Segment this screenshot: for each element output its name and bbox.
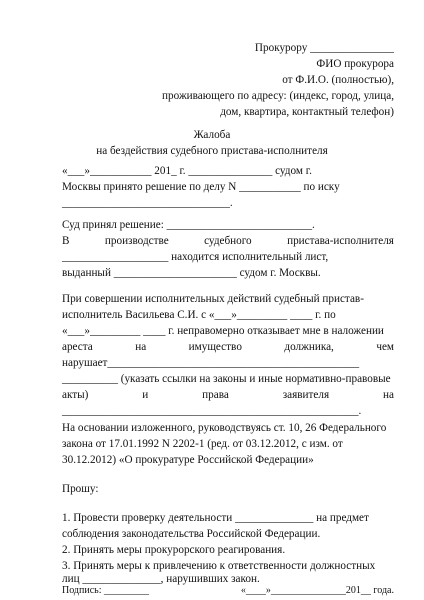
court-line-4: выданный ______________________ судом г. Москвы. — [62, 267, 321, 279]
actions-line-7 — [62, 389, 394, 402]
intro-line-3: ______________________________. — [62, 197, 233, 209]
title-main: Жалоба — [193, 129, 231, 141]
signature-date: «____»_______________201__ года. — [240, 585, 394, 596]
basis-line-2: закона от 17.01.1992 N 2202-1 (ред. от 03.12.2012, с изм. от — [62, 438, 343, 450]
actions-word: должника, — [284, 341, 334, 353]
sender-address: проживающего по адресу: (индекс, город, улица, — [162, 90, 394, 102]
actions-line-3: «___»_________ ____ г. неправомерно отказывает мне в наложении — [62, 325, 384, 337]
addressee-prosecutor-name: ФИО прокурора — [316, 58, 394, 70]
request-item-2: 2. Принять меры прокурорского реагирования. — [62, 544, 286, 556]
request-item-3-cont: лиц ______________, нарушивших закон. — [62, 573, 260, 585]
actions-word: на — [383, 389, 394, 401]
actions-line-2: исполнитель Васильева С.И. с «___»_________ ____ г. по — [62, 309, 336, 321]
actions-word: заявителя — [282, 389, 330, 401]
actions-line-6: __________ (указать ссылки на законы и иные нормативно-правовые — [62, 373, 391, 385]
actions-word: чем — [376, 341, 394, 353]
court-word: судебного — [204, 235, 252, 247]
actions-word: имуществo — [188, 341, 242, 353]
signature-line: Подпись: _________ — [62, 585, 150, 596]
actions-word: права — [202, 389, 229, 401]
actions-line-5: нарушает_____________________________________________ — [62, 357, 360, 369]
request-item-1-cont: соблюдения законодательства Российской Федерации. — [62, 528, 321, 540]
actions-line-1: При совершении исполнительных действий судебный пристав- — [62, 293, 364, 305]
actions-word: на — [135, 341, 147, 353]
basis-line-3: 30.12.2012) «О прокуратуре Российской Федерации» — [62, 454, 314, 466]
sender-name: от Ф.И.О. (полностью), — [282, 74, 394, 86]
court-word: производстве — [104, 235, 169, 247]
court-line-2 — [62, 235, 394, 248]
actions-line-8: _____________________________________________________. — [62, 405, 362, 417]
actions-word: и — [142, 389, 149, 401]
court-word: пристава-исполнителя — [287, 235, 394, 247]
basis-line-1: На основании изложенного, руководствуясь ст. 10, 26 Федерального — [62, 422, 387, 434]
intro-line-1: «___»___________ 201_ г. _______________ судом г. — [62, 165, 312, 177]
request-item-3: 3. Принять меры к привлечению к ответственности должностных — [62, 560, 376, 572]
request-label: Прошу: — [62, 483, 99, 495]
actions-line-4 — [62, 341, 394, 354]
actions-word: ареста — [62, 341, 93, 353]
court-line-3: ___________________ находится исполнительный лист, — [62, 251, 329, 263]
court-line-1: Суд принял решение: __________________________. — [62, 219, 315, 231]
actions-word: акты) — [62, 389, 89, 401]
court-word: В — [62, 235, 70, 247]
addressee-prosecutor: Прокурору _______________ — [254, 42, 394, 54]
title-subtitle: на бездействия судебного пристава-исполнителя — [96, 145, 328, 157]
intro-line-2: Москвы принято решение по делу N ___________ по иску — [62, 181, 340, 193]
request-item-1: 1. Провести проверку деятельности ______________ на предмет — [62, 512, 369, 524]
sender-contacts: дом, квартира, контактный телефон) — [220, 106, 394, 118]
